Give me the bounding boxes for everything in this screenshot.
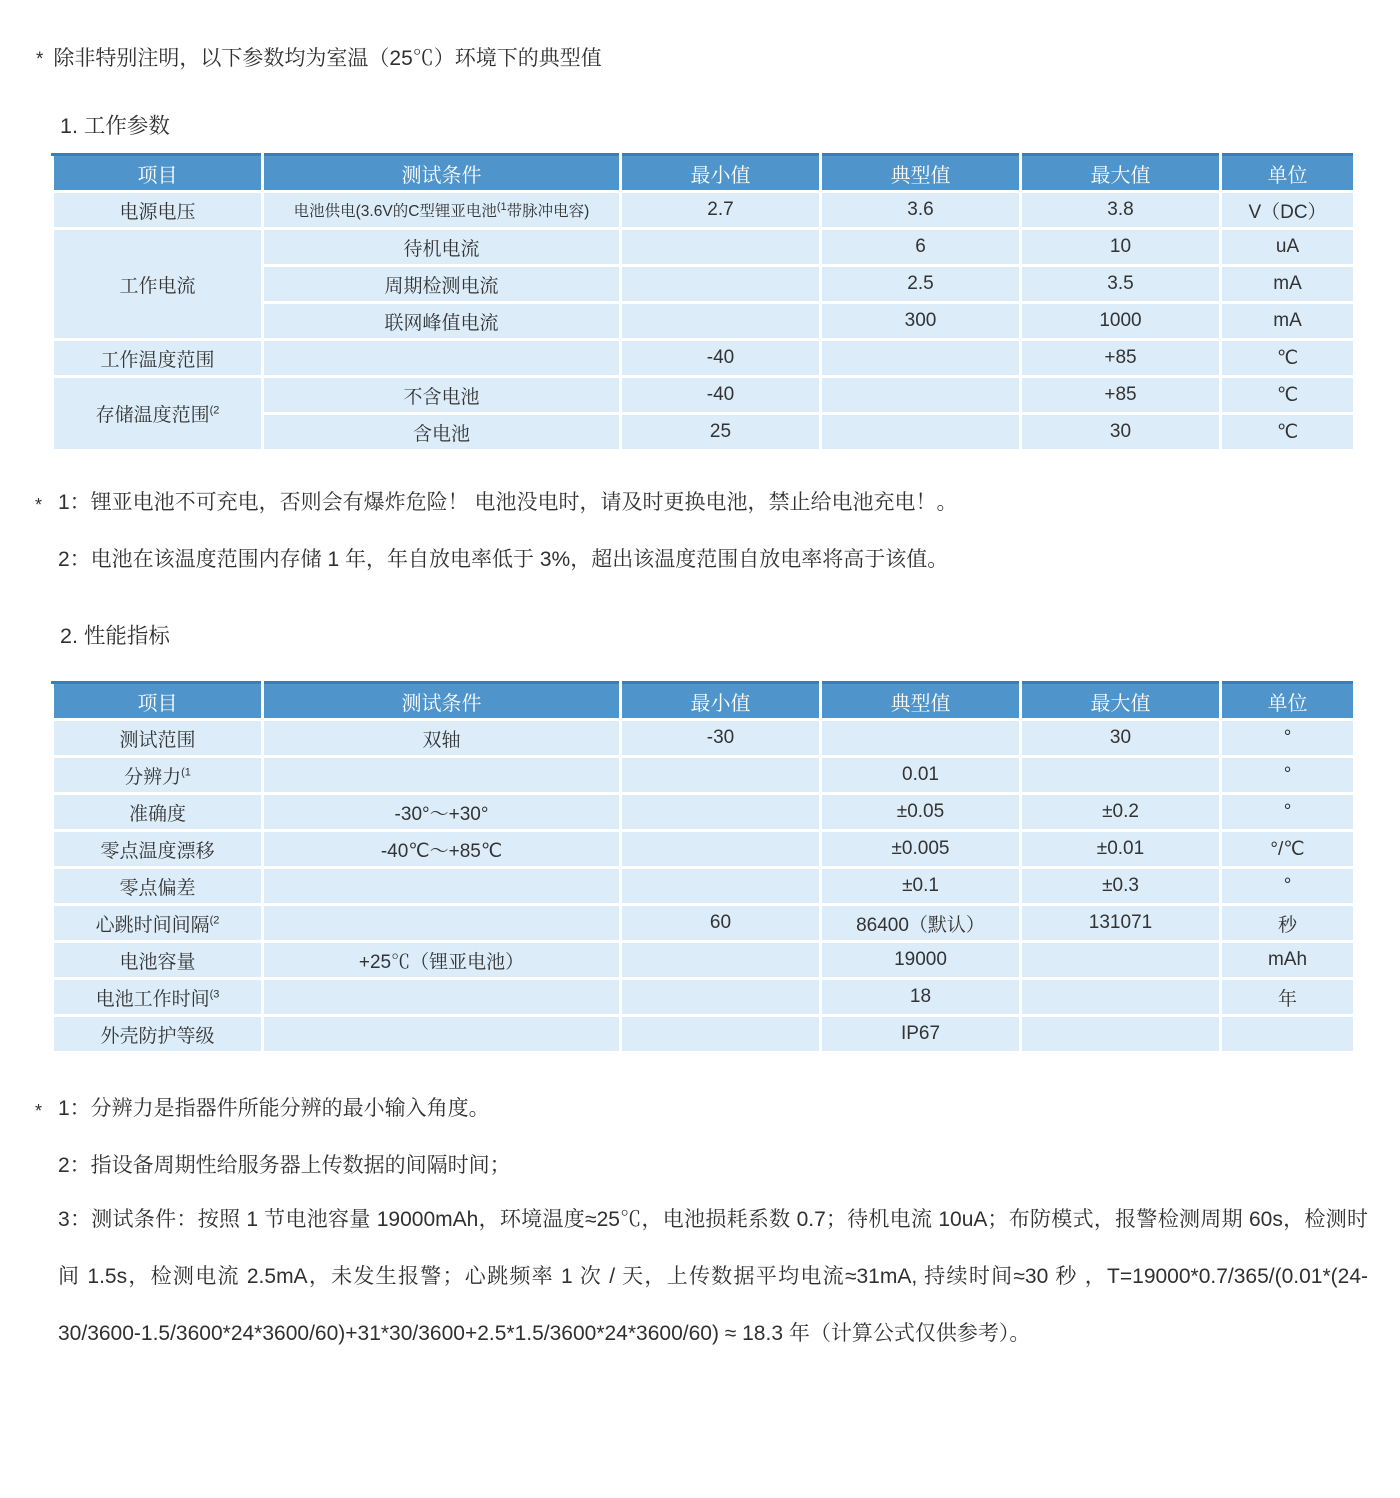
cell-max: 131071 [1021,905,1221,942]
cell-item: 工作温度范围 [53,340,263,377]
column-header-unit: 单位 [1221,683,1355,720]
operating-parameters-table [51,153,1356,452]
cell-max: ±0.2 [1021,794,1221,831]
table-row [53,979,1355,1016]
cell-item: 准确度 [53,794,263,831]
cell-typical: IP67 [821,1016,1021,1053]
cell-condition: 待机电流 [263,229,621,266]
footnote [58,545,1400,575]
cell-max: 3.8 [1021,192,1221,229]
cell-max: 10 [1021,229,1221,266]
asterisk-marker: * [35,1101,43,1121]
cell-unit [1221,1016,1355,1053]
cell-unit: ℃ [1221,377,1355,414]
cell-condition: -40℃～+85℃ [263,831,621,868]
cell-max [1021,942,1221,979]
cell-condition [263,757,621,794]
cell-min [621,266,821,303]
cell-item: 电池容量 [53,942,263,979]
cell-unit: 秒 [1221,905,1355,942]
cell-unit: V（DC） [1221,192,1355,229]
table-row [53,831,1355,868]
intro-note-text: 除非特别注明，以下参数均为室温（25℃）环境下的典型值 [53,47,602,70]
cell-item: 电源电压 [53,192,263,229]
cell-min: 2.7 [621,192,821,229]
footnote [58,1151,1400,1181]
footnote-text: 2：指设备周期性给服务器上传数据的间隔时间； [58,1154,511,1177]
cell-unit: ℃ [1221,340,1355,377]
item-text: 存储温度范围 [95,405,210,426]
table-row [53,757,1355,794]
cell-typical: 3.6 [821,192,1021,229]
cell-min [621,794,821,831]
asterisk-marker: * [35,495,43,515]
footnote-text: 1：分辨力是指器件所能分辨的最小输入角度。 [58,1097,490,1120]
cell-min [621,757,821,794]
cell-min: 60 [621,905,821,942]
cell-min: -30 [621,720,821,757]
cell-min [621,831,821,868]
footnote [35,1094,1400,1124]
column-header-condition: 测试条件 [263,683,621,720]
cell-unit: uA [1221,229,1355,266]
table-row [53,192,1355,229]
cell-max: 30 [1021,720,1221,757]
table-header-row [53,683,1355,720]
asterisk-marker: * [36,49,44,70]
cell-typical [821,414,1021,451]
footnote-text: 2：电池在该温度范围内存储 1 年，年自放电率低于 3%，超出该温度范围自放电率将高于该值。 [58,548,949,571]
cell-max [1021,979,1221,1016]
footnote-ref: (1 [181,766,191,779]
cell-item [53,979,263,1016]
condition-text: 电池供电(3.6V的C型锂亚电池 [293,203,497,220]
column-header-item: 项目 [53,683,263,720]
cell-min: -40 [621,340,821,377]
cell-condition: 含电池 [263,414,621,451]
cell-item: 零点温度漂移 [53,831,263,868]
table-row [53,229,1355,266]
cell-typical: 18 [821,979,1021,1016]
cell-condition [263,979,621,1016]
performance-specs-table [51,681,1356,1054]
cell-item [53,377,263,451]
cell-condition [263,192,621,229]
cell-max: +85 [1021,340,1221,377]
cell-condition [263,868,621,905]
cell-min [621,229,821,266]
footnote-ref: (3 [209,988,220,1001]
cell-max [1021,1016,1221,1053]
section2-title: 2. 性能指标 [60,624,170,648]
footnote [35,488,1400,518]
item-text: 电池工作时间 [95,988,210,1010]
cell-unit: °/℃ [1221,831,1355,868]
cell-unit: mA [1221,303,1355,340]
cell-unit: mAh [1221,942,1355,979]
table-row [53,1016,1355,1053]
cell-item [53,905,263,942]
cell-min: 25 [621,414,821,451]
cell-max: 30 [1021,414,1221,451]
cell-typical: 19000 [821,942,1021,979]
cell-min [621,868,821,905]
cell-min: -40 [621,377,821,414]
cell-max: +85 [1021,377,1221,414]
footnote-text: 1：锂亚电池不可充电，否则会有爆炸危险！ 电池没电时，请及时更换电池，禁止给电池充电！。 [58,491,958,514]
column-header-item: 项目 [53,155,263,192]
cell-typical [821,720,1021,757]
column-header-condition: 测试条件 [263,155,621,192]
table-row [53,340,1355,377]
cell-min [621,1016,821,1053]
table-row [53,794,1355,831]
cell-max [1021,757,1221,794]
cell-max: 3.5 [1021,266,1221,303]
cell-min [621,942,821,979]
cell-typical: ±0.005 [821,831,1021,868]
cell-condition: 双轴 [263,720,621,757]
cell-max: 1000 [1021,303,1221,340]
table-row [53,720,1355,757]
cell-typical [821,340,1021,377]
footnote-ref: (1 [496,200,507,213]
intro-note [36,44,1400,75]
footnote-ref: (2 [209,404,220,417]
table-header-row [53,155,1355,192]
column-header-min: 最小值 [621,683,821,720]
column-header-max: 最大值 [1021,683,1221,720]
cell-condition [263,905,621,942]
cell-unit: ° [1221,720,1355,757]
cell-unit: ° [1221,757,1355,794]
table-row [53,942,1355,979]
cell-typical: ±0.05 [821,794,1021,831]
cell-item: 工作电流 [53,229,263,340]
item-text: 心跳时间间隔 [95,914,210,936]
cell-max: ±0.3 [1021,868,1221,905]
cell-condition [263,340,621,377]
cell-condition: -30°～+30° [263,794,621,831]
cell-typical [821,377,1021,414]
cell-condition: 不含电池 [263,377,621,414]
cell-item: 测试范围 [53,720,263,757]
table-row [53,868,1355,905]
cell-min [621,979,821,1016]
cell-condition [263,1016,621,1053]
cell-min [621,303,821,340]
footnote-test-conditions: 3：测试条件：按照 1 节电池容量 19000mAh，环境温度≈25℃，电池损耗系数 0.7；待机电流 10uA；布防模式，报警检测周期 60s，检测时间 1.5s，检测电流 2.5mA，未发生报警；心跳频率 1 次 / 天，上传数据平均电流≈31mA, 持续时间≈30 秒 ，T=19000*0.7/365/(0.01*(24-30/3600-1.5/3600*24*3600/60)+31*30/3600+2.5*1.5/3600*24*3600/60) ≈ 18.3 年（计算公式仅供参考）。 [58,1208,1368,1345]
cell-item: 零点偏差 [53,868,263,905]
cell-condition: +25℃（锂亚电池） [263,942,621,979]
cell-typical: 300 [821,303,1021,340]
column-header-typical: 典型值 [821,155,1021,192]
footnote-ref: (2 [209,914,220,927]
table-row [53,377,1355,414]
section1-title: 1. 工作参数 [60,114,170,138]
cell-typical: 6 [821,229,1021,266]
cell-condition: 周期检测电流 [263,266,621,303]
cell-typical: ±0.1 [821,868,1021,905]
cell-typical: 0.01 [821,757,1021,794]
column-header-max: 最大值 [1021,155,1221,192]
cell-unit: mA [1221,266,1355,303]
cell-unit: ° [1221,868,1355,905]
cell-item: 外壳防护等级 [53,1016,263,1053]
column-header-unit: 单位 [1221,155,1355,192]
cell-item [53,757,263,794]
cell-unit: ℃ [1221,414,1355,451]
cell-unit: ° [1221,794,1355,831]
cell-unit: 年 [1221,979,1355,1016]
column-header-min: 最小值 [621,155,821,192]
item-text: 分辨力 [124,766,182,788]
cell-max: ±0.01 [1021,831,1221,868]
cell-condition: 联网峰值电流 [263,303,621,340]
condition-text-tail: 带脉冲电容) [506,203,590,220]
cell-typical: 86400（默认） [821,905,1021,942]
table-row [53,905,1355,942]
cell-typical: 2.5 [821,266,1021,303]
column-header-typical: 典型值 [821,683,1021,720]
